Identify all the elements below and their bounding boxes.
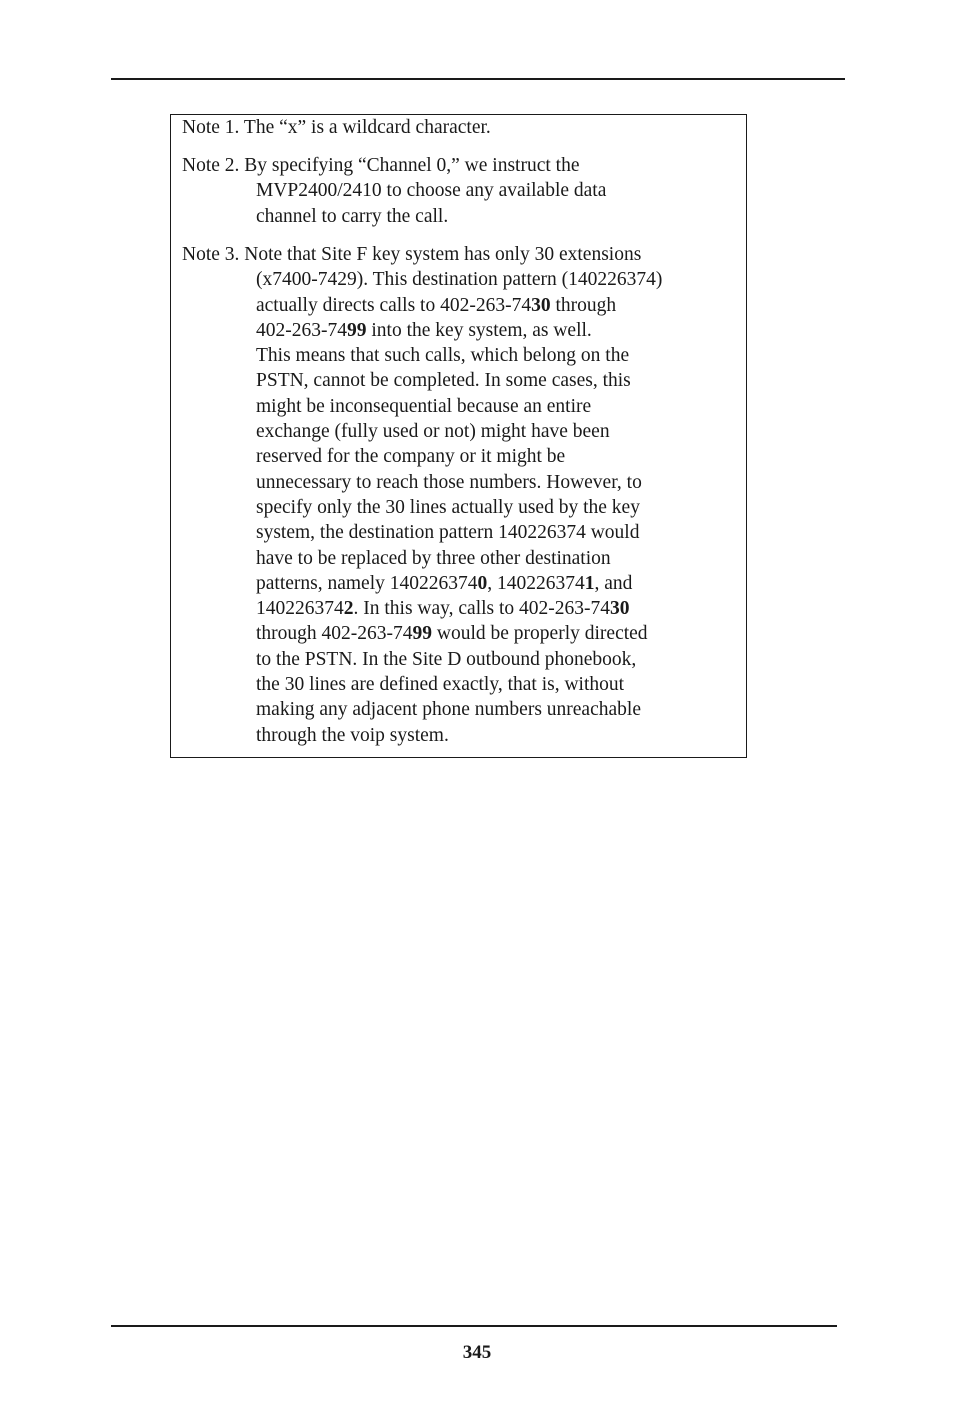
note-3-line-15: 1402263742. In this way, calls to 402-263-7430 bbox=[256, 598, 630, 620]
page-number: 345 bbox=[462, 1342, 492, 1363]
note-3-line-7: might be inconsequential because an entire bbox=[256, 395, 592, 417]
note-3-line-10: unnecessary to reach those numbers. However, to bbox=[256, 471, 642, 493]
note-2-line-1: Note 2. By specifying “Channel 0,” we instruct the bbox=[182, 155, 580, 176]
header-rule bbox=[111, 78, 845, 80]
note-3-line-18: the 30 lines are defined exactly, that is, without bbox=[256, 674, 625, 696]
note-3-line-16: through 402-263-7499 would be properly directed bbox=[256, 623, 648, 645]
note-3 bbox=[182, 242, 662, 748]
note-3-line-19: making any adjacent phone numbers unreachable bbox=[256, 699, 641, 721]
note-1-line: Note 1. The “x” is a wildcard character. bbox=[182, 117, 491, 138]
note-3-line-20: through the voip system. bbox=[256, 724, 449, 746]
note-3-line-14: patterns, namely 1402263740, 1402263741, and bbox=[256, 572, 633, 594]
note-3-line-5: This means that such calls, which belong on the bbox=[256, 345, 630, 367]
note-3-line-17: to the PSTN. In the Site D outbound phonebook, bbox=[256, 648, 637, 670]
note-3-line-3: actually directs calls to 402-263-7430 through bbox=[256, 294, 617, 316]
note-3-line-12: system, the destination pattern 140226374 would bbox=[256, 522, 640, 544]
note-3-line-11: specify only the 30 lines actually used by the key bbox=[256, 496, 640, 518]
note-1 bbox=[182, 115, 491, 140]
note-3-line-9: reserved for the company or it might be bbox=[256, 446, 566, 468]
footer-rule bbox=[111, 1325, 837, 1327]
note-2-line-2: MVP2400/2410 to choose any available data bbox=[256, 180, 607, 202]
note-3-line-13: have to be replaced by three other destination bbox=[256, 547, 611, 569]
note-3-line-2: (x7400-7429). This destination pattern (140226374) bbox=[256, 269, 663, 291]
note-2-line-3: channel to carry the call. bbox=[256, 205, 449, 227]
note-3-line-6: PSTN, cannot be completed. In some cases, this bbox=[256, 370, 631, 392]
note-2 bbox=[182, 153, 606, 229]
notes-box bbox=[170, 114, 747, 758]
note-3-line-4: 402-263-7499 into the key system, as well. bbox=[256, 319, 592, 341]
note-3-line-8: exchange (fully used or not) might have been bbox=[256, 421, 610, 443]
note-3-line-1: Note 3. Note that Site F key system has only 30 extensions bbox=[182, 244, 642, 265]
